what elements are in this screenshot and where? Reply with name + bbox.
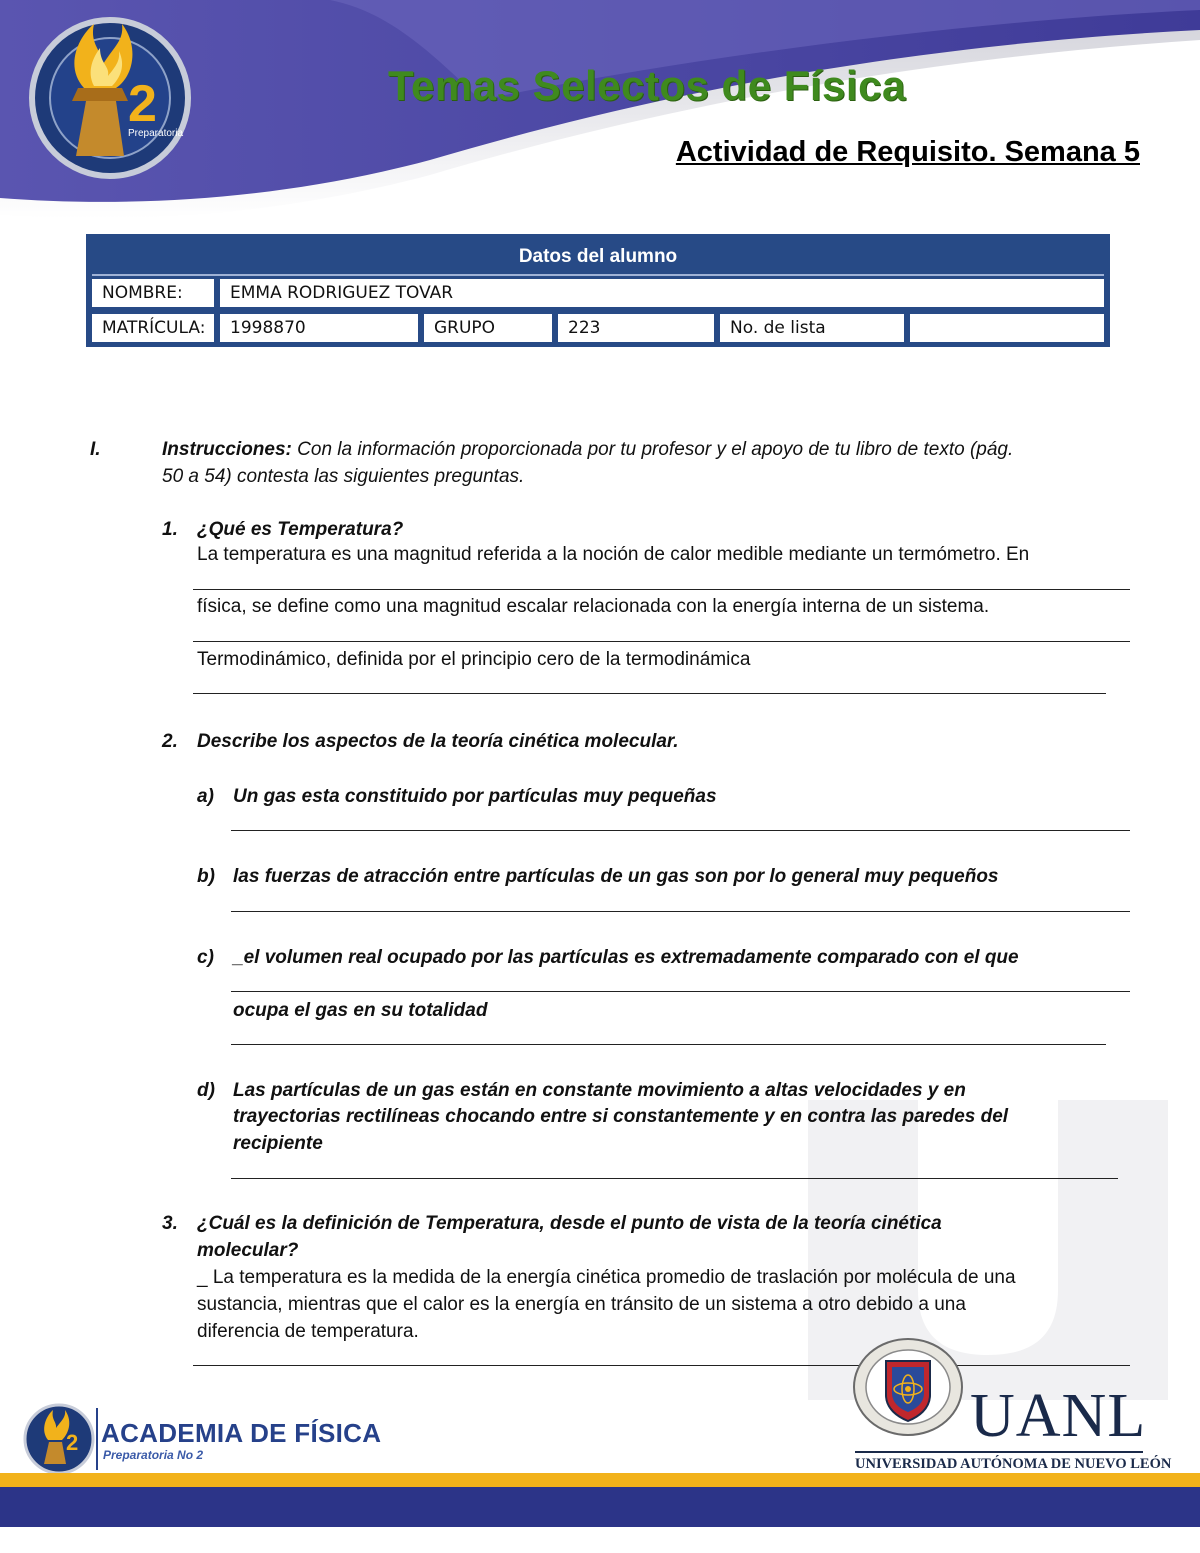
- q1-number: 1.: [162, 519, 178, 540]
- footer-blue-bar: [0, 1487, 1200, 1527]
- q1-answer-line: La temperatura es una magnitud referida a la noción de calor medible mediante un termómetro. En: [197, 544, 1030, 565]
- q2-question: Describe los aspectos de la teoría cinética molecular.: [197, 731, 679, 752]
- answer-line: [193, 589, 1130, 590]
- q2-item-text: Un gas esta constituido por partículas muy pequeñas: [233, 786, 717, 807]
- answer-line: [231, 830, 1130, 831]
- q3-question: ¿Cuál es la definición de Temperatura, desde el punto de vista de la teoría cinética: [197, 1213, 942, 1234]
- q1-question: ¿Qué es Temperatura?: [197, 519, 404, 540]
- q2-item-text: recipiente: [233, 1133, 323, 1154]
- q2-item-text: las fuerzas de atracción entre partículas de un gas son por lo general muy pequeños: [233, 866, 999, 887]
- uanl-seal: [852, 1337, 964, 1437]
- q3-answer-line: _ La temperatura es la medida de la energía cinética promedio de traslación por molécula de una: [197, 1267, 1016, 1288]
- q3-number: 3.: [162, 1213, 178, 1234]
- instructions-line2: 50 a 54) contesta las siguientes preguntas.: [162, 466, 525, 487]
- academia-title: ACADEMIA DE FÍSICA: [101, 1418, 382, 1448]
- matricula-label: MATRÍCULA:: [92, 314, 214, 342]
- lista-label: No. de lista: [720, 314, 904, 342]
- answer-line: [193, 693, 1106, 694]
- q1-answer-line: física, se define como una magnitud escalar relacionada con la energía interna de un sistema.: [197, 596, 990, 617]
- grupo-label: GRUPO: [424, 314, 552, 342]
- q1-answer-line: Termodinámico, definida por el principio cero de la termodinámica: [197, 649, 751, 670]
- logo-label: Preparatoria: [128, 128, 184, 139]
- q2-item-text: Las partículas de un gas están en constante movimiento a altas velocidades y en: [233, 1080, 966, 1101]
- answer-line: [193, 641, 1130, 642]
- table-title: Datos del alumno: [92, 240, 1104, 276]
- uanl-rule: [855, 1451, 1143, 1453]
- q2-item-letter: c): [197, 947, 214, 968]
- answer-line: [231, 911, 1130, 912]
- section-numeral: I.: [90, 439, 101, 460]
- logo-number: 2: [128, 75, 157, 133]
- instructions-label: Instrucciones:: [162, 439, 292, 460]
- footer-gold-bar: [0, 1473, 1200, 1487]
- q2-item-letter: b): [197, 866, 215, 887]
- answer-line: [193, 1365, 1130, 1366]
- name-label: NOMBRE:: [92, 279, 214, 307]
- q3-question: molecular?: [197, 1240, 299, 1261]
- q3-answer-line: sustancia, mientras que el calor es la energía en tránsito de un sistema a otro debido a una: [197, 1294, 966, 1315]
- student-data-table: [86, 234, 1110, 347]
- uanl-wordmark: UANL: [970, 1382, 1147, 1450]
- q2-item-text: trayectorias rectilíneas chocando entre si constantemente y en contra las paredes del: [233, 1106, 1009, 1127]
- name-value[interactable]: EMMA RODRIGUEZ TOVAR: [220, 279, 1104, 307]
- activity-title: Actividad de Requisito. Semana 5: [675, 136, 1140, 168]
- instructions: [162, 436, 1013, 463]
- academia-logo-number: 2: [66, 1430, 79, 1455]
- q2-item-text: _el volumen real ocupado por las partículas es extremadamente comparado con el que: [233, 947, 1019, 968]
- q2-item-letter: d): [197, 1080, 215, 1101]
- academia-subtitle: Preparatoria No 2: [103, 1448, 204, 1462]
- q2-number: 2.: [162, 731, 178, 752]
- matricula-value[interactable]: 1998870: [220, 314, 418, 342]
- answer-line: [231, 1044, 1106, 1045]
- grupo-value[interactable]: 223: [558, 314, 714, 342]
- instructions-line1: Con la información proporcionada por tu profesor y el apoyo de tu libro de texto (pág.: [291, 439, 1014, 460]
- q2-item-text: ocupa el gas en su totalidad: [233, 1000, 488, 1021]
- academia-logo: [22, 1402, 96, 1476]
- answer-line: [231, 991, 1130, 992]
- q2-item-letter: a): [197, 786, 214, 807]
- lista-value[interactable]: [910, 314, 1104, 342]
- footer-divider: [96, 1408, 98, 1470]
- q3-answer-line: diferencia de temperatura.: [197, 1321, 419, 1342]
- answer-line: [231, 1178, 1118, 1179]
- course-title: Temas Selectos de Física: [388, 62, 906, 109]
- uanl-fullname: UNIVERSIDAD AUTÓNOMA DE NUEVO LEÓN: [855, 1456, 1172, 1472]
- preparatoria-logo: [24, 6, 196, 192]
